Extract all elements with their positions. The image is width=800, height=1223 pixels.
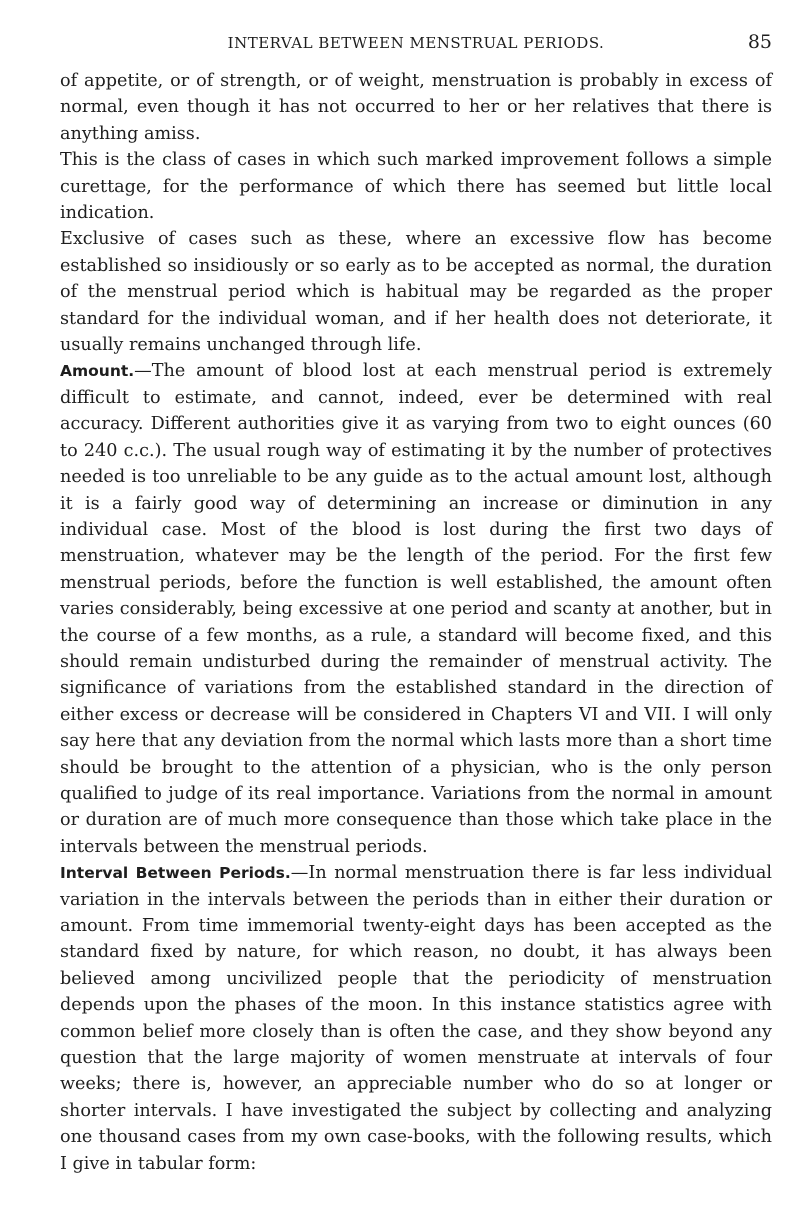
section-heading-interval: Interval Between Periods. (60, 864, 291, 883)
paragraph-text: of appetite, or of strength, or of weight, menstruation is probably in excess of normal, even though it has not occurred to her or her relatives that there is anything amiss. (60, 71, 772, 144)
paragraph-text: This is the class of cases in which such marked improvement follows a simple curettage, for the performance of which there has seemed but little local indication. (60, 150, 772, 224)
paragraph-appetite (60, 68, 772, 147)
running-title: INTERVAL BETWEEN MENSTRUAL PERIODS. (227, 34, 605, 52)
paragraph-curettage (60, 147, 772, 226)
section-heading-amount: Amount. (60, 362, 135, 381)
paragraph-interval (60, 860, 772, 1177)
book-page (60, 30, 772, 1177)
running-head (60, 30, 772, 54)
paragraph-text: —The amount of blood lost at each menstrual period is extremely difficult to estimate, and cannot, indeed, ever be determined with real accuracy. Different authorities give it as varying from two to eight ounces (60 to 240 c.c.). The usual rough way of estimating it by the number of protectives needed is too unreliable to be any guide as to the actual amount lost, although it is a fairly good way of determining an increase or diminution in any individual case. Most of the blood is lost during the first two days of menstruation, whatever may be the length of the period. For the first few menstrual periods, before the function is well established, the amount often varies considerably, being excessive at one period and scanty at another, but in the course of a few months, as a rule, a standard will become fixed, and this should remain undisturbed during the remainder of menstrual activity. The significance of variations from the established standard in the direction of either excess or decrease will be considered in Chapters VI and VII. I will only say here that any deviation from the normal which lasts more than a short time should be brought to the attention of a physician, who is the only person qualified to judge of its real importance. Variations from the normal in amount or duration are of much more consequence than those which take place in the intervals between the menstrual periods. (60, 361, 772, 857)
paragraph-amount (60, 358, 772, 860)
paragraph-text: Exclusive of cases such as these, where an excessive flow has become established so insidiously or so early as to be accepted as normal, the duration of the menstrual period which is habitual may be regarded as the proper standard for the individual woman, and if her health does not deteriorate, it usually remains unchanged through life. (60, 229, 772, 356)
paragraph-text: —In normal menstruation there is far less individual variation in the intervals between the periods than in either their duration or amount. From time immemorial twenty-eight days has been accepted as the standard fixed by nature, for which reason, no doubt, it has always been believed among uncivilized people that the periodicity of menstruation depends upon the phases of the moon. In this instance statistics agree with common belief more closely than is often the case, and they show beyond any question that the large majority of women menstruate at intervals of four weeks; there is, however, an appreciable number who do so at longer or shorter intervals. I have investigated the subject by collecting and analyzing one thousand cases from my own case-books, with the following results, which I give in tabular form: (60, 863, 772, 1174)
paragraph-exclusive (60, 226, 772, 358)
page-number: 85 (747, 31, 772, 53)
